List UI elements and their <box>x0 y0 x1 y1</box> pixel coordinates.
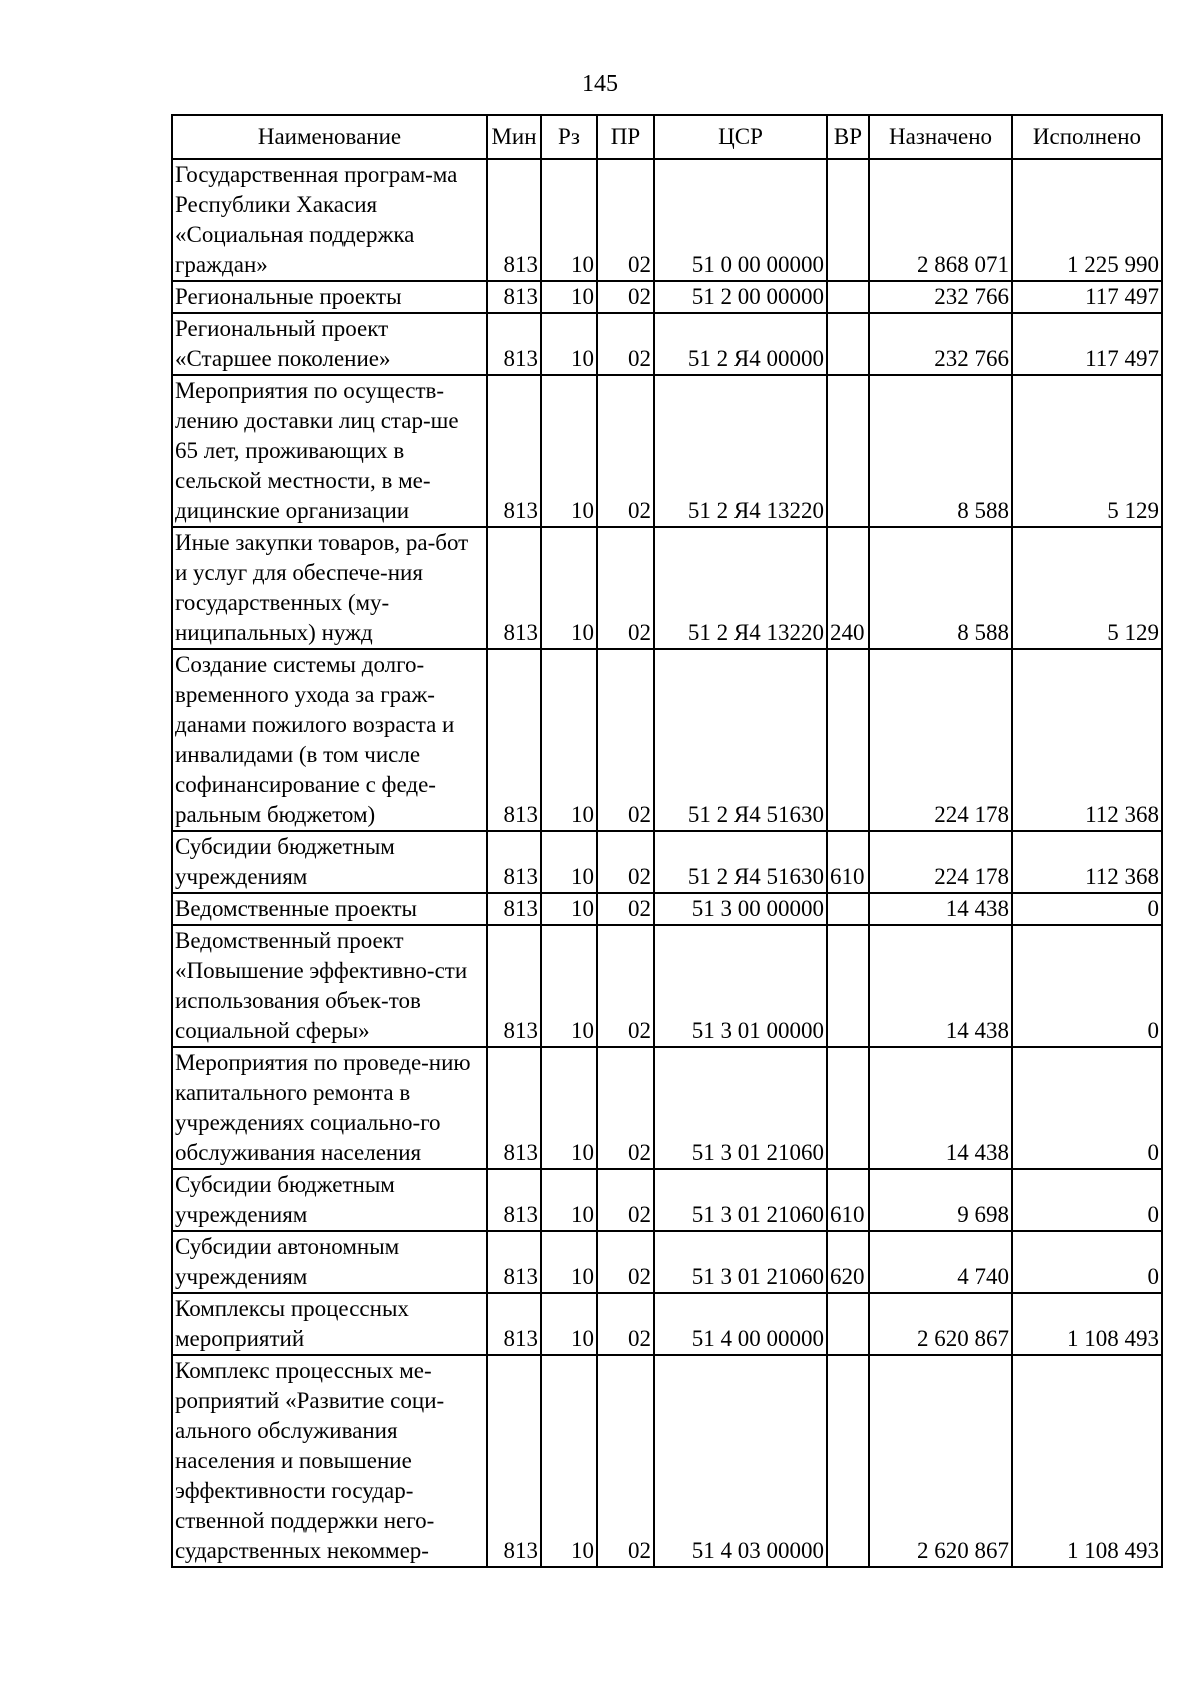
cell-rz: 10 <box>541 893 597 925</box>
cell-name: Субсидии бюджетным учреждениям <box>172 831 487 893</box>
cell-executed: 0 <box>1012 925 1162 1047</box>
cell-pr: 02 <box>597 1293 654 1355</box>
header-min: Мин <box>487 115 541 159</box>
cell-vr: 610 <box>827 1169 869 1231</box>
cell-executed: 0 <box>1012 1047 1162 1169</box>
cell-csr: 51 3 01 21060 <box>654 1169 827 1231</box>
cell-assigned: 14 438 <box>869 893 1012 925</box>
cell-min: 813 <box>487 527 541 649</box>
cell-rz: 10 <box>541 1047 597 1169</box>
cell-rz: 10 <box>541 831 597 893</box>
cell-vr <box>827 649 869 831</box>
cell-min: 813 <box>487 1355 541 1567</box>
cell-assigned: 8 588 <box>869 375 1012 527</box>
cell-name: Ведомственный проект «Повышение эффективно-сти использования объек-тов социальной сферы» <box>172 925 487 1047</box>
budget-table <box>171 114 1163 1568</box>
cell-csr: 51 2 00 00000 <box>654 281 827 313</box>
cell-min: 813 <box>487 281 541 313</box>
table-row <box>172 1231 1162 1293</box>
cell-executed: 117 497 <box>1012 313 1162 375</box>
table-row <box>172 893 1162 925</box>
cell-pr: 02 <box>597 831 654 893</box>
cell-vr <box>827 281 869 313</box>
cell-rz: 10 <box>541 159 597 281</box>
cell-rz: 10 <box>541 375 597 527</box>
cell-name: Субсидии автономным учреждениям <box>172 1231 487 1293</box>
cell-csr: 51 3 00 00000 <box>654 893 827 925</box>
cell-rz: 10 <box>541 527 597 649</box>
table-row <box>172 159 1162 281</box>
cell-executed: 112 368 <box>1012 831 1162 893</box>
cell-executed: 117 497 <box>1012 281 1162 313</box>
cell-assigned: 8 588 <box>869 527 1012 649</box>
cell-name: Государственная програм-ма Республики Хакасия «Социальная поддержка граждан» <box>172 159 487 281</box>
header-rz: Рз <box>541 115 597 159</box>
cell-vr <box>827 925 869 1047</box>
table-row <box>172 1047 1162 1169</box>
cell-pr: 02 <box>597 925 654 1047</box>
cell-pr: 02 <box>597 649 654 831</box>
cell-assigned: 14 438 <box>869 1047 1012 1169</box>
cell-min: 813 <box>487 375 541 527</box>
cell-executed: 112 368 <box>1012 649 1162 831</box>
cell-csr: 51 0 00 00000 <box>654 159 827 281</box>
cell-vr <box>827 1047 869 1169</box>
table-row <box>172 313 1162 375</box>
cell-rz: 10 <box>541 1293 597 1355</box>
cell-csr: 51 3 01 00000 <box>654 925 827 1047</box>
cell-min: 813 <box>487 1231 541 1293</box>
table-row <box>172 1355 1162 1567</box>
table-row <box>172 649 1162 831</box>
cell-vr: 610 <box>827 831 869 893</box>
cell-assigned: 2 620 867 <box>869 1293 1012 1355</box>
cell-csr: 51 4 03 00000 <box>654 1355 827 1567</box>
cell-rz: 10 <box>541 649 597 831</box>
cell-assigned: 9 698 <box>869 1169 1012 1231</box>
cell-assigned: 224 178 <box>869 649 1012 831</box>
cell-min: 813 <box>487 1047 541 1169</box>
cell-name: Создание системы долго-временного ухода за граж-данами пожилого возраста и инвалидами (в том числе софинансирование с феде-ральным бюджетом) <box>172 649 487 831</box>
cell-name: Мероприятия по осуществ-лению доставки лиц стар-ше 65 лет, проживающих в сельской местности, в ме-дицинские организации <box>172 375 487 527</box>
cell-rz: 10 <box>541 313 597 375</box>
cell-executed: 0 <box>1012 1169 1162 1231</box>
cell-min: 813 <box>487 1293 541 1355</box>
cell-pr: 02 <box>597 281 654 313</box>
page-number: 145 <box>582 71 618 97</box>
header-assigned: Назначено <box>869 115 1012 159</box>
cell-min: 813 <box>487 1169 541 1231</box>
cell-csr: 51 2 Я4 51630 <box>654 649 827 831</box>
cell-name: Иные закупки товаров, ра-бот и услуг для обеспече-ния государственных (му-ниципальных) нужд <box>172 527 487 649</box>
cell-assigned: 2 620 867 <box>869 1355 1012 1567</box>
table-row <box>172 1293 1162 1355</box>
cell-assigned: 14 438 <box>869 925 1012 1047</box>
cell-vr <box>827 1293 869 1355</box>
header-csr: ЦСР <box>654 115 827 159</box>
header-vr: ВР <box>827 115 869 159</box>
cell-rz: 10 <box>541 1231 597 1293</box>
table-row <box>172 375 1162 527</box>
cell-vr: 240 <box>827 527 869 649</box>
cell-csr: 51 2 Я4 51630 <box>654 831 827 893</box>
cell-vr: 620 <box>827 1231 869 1293</box>
cell-pr: 02 <box>597 1355 654 1567</box>
cell-executed: 0 <box>1012 893 1162 925</box>
cell-vr <box>827 893 869 925</box>
cell-rz: 10 <box>541 1355 597 1567</box>
cell-rz: 10 <box>541 281 597 313</box>
cell-name: Региональные проекты <box>172 281 487 313</box>
cell-assigned: 232 766 <box>869 281 1012 313</box>
cell-min: 813 <box>487 313 541 375</box>
cell-csr: 51 4 00 00000 <box>654 1293 827 1355</box>
cell-rz: 10 <box>541 925 597 1047</box>
cell-pr: 02 <box>597 313 654 375</box>
table-row <box>172 1169 1162 1231</box>
cell-min: 813 <box>487 831 541 893</box>
cell-csr: 51 2 Я4 13220 <box>654 527 827 649</box>
cell-min: 813 <box>487 893 541 925</box>
cell-assigned: 4 740 <box>869 1231 1012 1293</box>
cell-min: 813 <box>487 649 541 831</box>
table-row <box>172 925 1162 1047</box>
cell-pr: 02 <box>597 375 654 527</box>
cell-name: Ведомственные проекты <box>172 893 487 925</box>
cell-pr: 02 <box>597 159 654 281</box>
cell-name: Комплексы процессных мероприятий <box>172 1293 487 1355</box>
table-header-row <box>172 115 1162 159</box>
cell-executed: 1 225 990 <box>1012 159 1162 281</box>
cell-csr: 51 3 01 21060 <box>654 1231 827 1293</box>
cell-pr: 02 <box>597 1231 654 1293</box>
header-executed: Исполнено <box>1012 115 1162 159</box>
cell-executed: 1 108 493 <box>1012 1355 1162 1567</box>
cell-executed: 5 129 <box>1012 375 1162 527</box>
cell-assigned: 232 766 <box>869 313 1012 375</box>
cell-name: Мероприятия по проведе-нию капитального ремонта в учреждениях социально-го обслуживания населения <box>172 1047 487 1169</box>
cell-assigned: 2 868 071 <box>869 159 1012 281</box>
cell-name: Субсидии бюджетным учреждениям <box>172 1169 487 1231</box>
cell-csr: 51 2 Я4 13220 <box>654 375 827 527</box>
table-row <box>172 527 1162 649</box>
cell-pr: 02 <box>597 527 654 649</box>
table-body <box>172 159 1162 1567</box>
cell-vr <box>827 159 869 281</box>
header-name: Наименование <box>172 115 487 159</box>
cell-executed: 1 108 493 <box>1012 1293 1162 1355</box>
table-row <box>172 831 1162 893</box>
cell-vr <box>827 375 869 527</box>
header-pr: ПР <box>597 115 654 159</box>
cell-pr: 02 <box>597 1169 654 1231</box>
cell-name: Региональный проект «Старшее поколение» <box>172 313 487 375</box>
cell-csr: 51 3 01 21060 <box>654 1047 827 1169</box>
cell-name: Комплекс процессных ме-роприятий «Развитие соци-ального обслуживания населения и повышение эффективности государ-ственной поддержки него-сударственных некоммер- <box>172 1355 487 1567</box>
cell-vr <box>827 1355 869 1567</box>
cell-pr: 02 <box>597 1047 654 1169</box>
cell-pr: 02 <box>597 893 654 925</box>
cell-executed: 0 <box>1012 1231 1162 1293</box>
table-row <box>172 281 1162 313</box>
cell-vr <box>827 313 869 375</box>
cell-assigned: 224 178 <box>869 831 1012 893</box>
cell-min: 813 <box>487 159 541 281</box>
cell-min: 813 <box>487 925 541 1047</box>
cell-csr: 51 2 Я4 00000 <box>654 313 827 375</box>
cell-rz: 10 <box>541 1169 597 1231</box>
cell-executed: 5 129 <box>1012 527 1162 649</box>
